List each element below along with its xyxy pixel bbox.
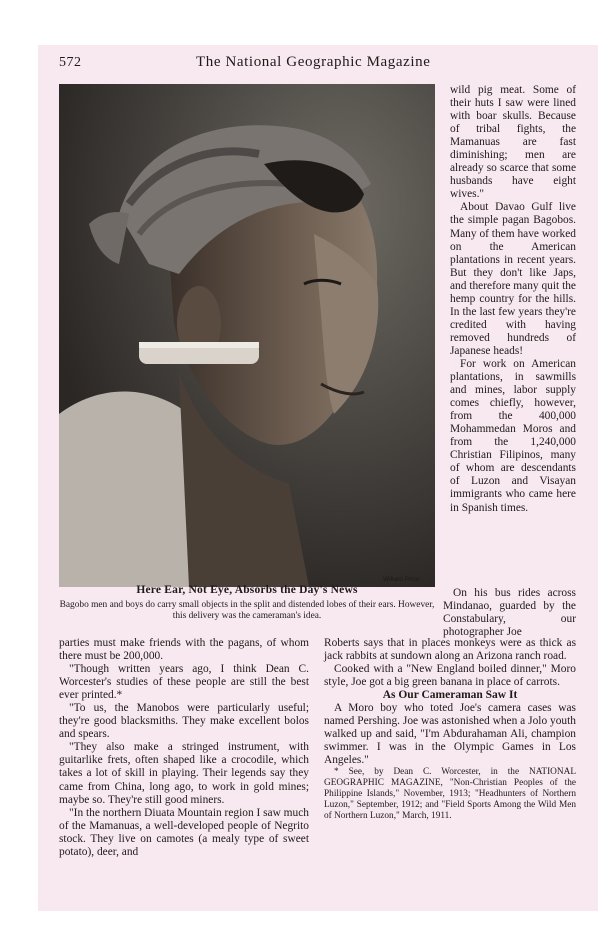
right-paragraph-2: About Davao Gulf live the simple pagan Bagobos. Many of them have worked on the American plantations in recent years. But they don't like Japs, and therefore many quit the hemp country for the hills. In the last few years they're credited with having removed hundreds of Japanese heads! xyxy=(450,201,576,357)
left-paragraph-3: "To us, the Manobos were particularly useful; they're good blacksmiths. They make excellent bolos and spears. xyxy=(59,702,309,741)
right-paragraph-3: For work on American plantations, in sawmills and mines, labor supply comes chiefly, however, from the 400,000 Mohammedan Moros and from the 1,240,000 Christian Filipinos, many of whom are descendants of Luzon and Visayan immigrants who came here in Spanish times. xyxy=(450,357,576,514)
magazine-title: The National Geographic Magazine xyxy=(196,54,431,70)
right-column-text xyxy=(450,84,576,515)
caption-text: Bagobo men and boys do carry small objects in the split and distended lobes of their ears. However, this delivery was the cameraman's idea. xyxy=(59,600,435,621)
caption-title: Here Ear, Not Eye, Absorbs the Day's News xyxy=(136,584,358,596)
lower-right-paragraph-1: Roberts says that in places monkeys were as thick as jack rabbits at sundown along an Arizona ranch road. xyxy=(324,637,576,663)
portrait-illustration xyxy=(59,84,435,587)
portrait-photo xyxy=(59,84,435,587)
lower-right-column xyxy=(324,637,576,821)
left-paragraph-5: "In the northern Diuata Mountain region I saw much of the Mamanuas, a well-developed people of Negrito stock. They live on camotes (a mealy type of sweet potato), deer, and xyxy=(59,806,309,858)
right-paragraph-1: wild pig meat. Some of their huts I saw were lined with boar skulls. Because of tribal fights, the Mamanuas are fast diminishing; men are already so scarce that some husbands have eight wives." xyxy=(450,84,576,201)
lower-left-column xyxy=(59,637,309,859)
page-number: 572 xyxy=(59,55,82,70)
right-column-tail: On his bus rides across Mindanao, guarded by the Constabulary, our photographer Joe xyxy=(443,587,576,639)
section-subhead: As Our Cameraman Saw It xyxy=(382,689,518,702)
left-paragraph-4: "They also make a stringed instrument, with guitarlike frets, often shaped like a crocodile, which takes a lot of skill in playing. Their legends say they came from China, long ago, to work in gold mines; maybe so. They're still good miners. xyxy=(59,741,309,806)
lower-right-paragraph-2: Cooked with a "New England boiled dinner," Moro style, Joe got a big green banana in place of carrots. xyxy=(324,663,576,689)
footnote: * See, by Dean C. Worcester, in the NATIONAL GEOGRAPHIC MAGAZINE, "Non-Christian Peoples of the Philippine Islands," November, 1913; "Headhunters of Northern Luzon," September, 1912; and "Field Sports Among the Wild Men of Northern Luzon," March, 1911. xyxy=(324,767,576,821)
left-paragraph-1: parties must make friends with the pagans, of whom there must be 200,000. xyxy=(59,637,309,663)
lower-right-paragraph-3: A Moro boy who toted Joe's camera cases was named Pershing. Joe was astonished when a Jolo youth walked up and said, "I'm Abdurahaman Ali, champion swimmer. I was in the Olympic Games in Los Angeles." xyxy=(324,702,576,767)
left-paragraph-2: "Though written years ago, I think Dean C. Worcester's studies of these people are still the best ever printed.* xyxy=(59,663,309,702)
photo-credit: Willard Price xyxy=(383,576,420,583)
